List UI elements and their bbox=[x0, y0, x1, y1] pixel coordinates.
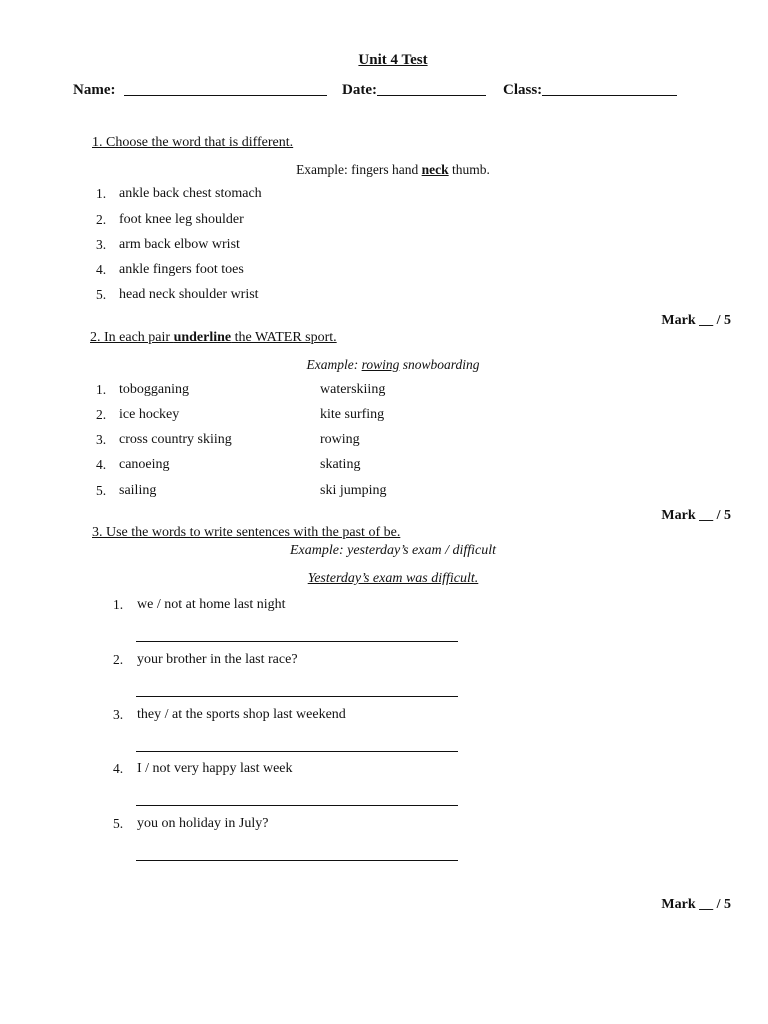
page-title: Unit 4 Test bbox=[358, 52, 428, 68]
pair-right[interactable]: kite surfing bbox=[320, 407, 385, 422]
section1-heading: 1. Choose the word that is different. bbox=[92, 135, 294, 150]
pair-right[interactable]: rowing bbox=[320, 432, 360, 447]
pair-right[interactable]: skating bbox=[320, 457, 361, 472]
section3-example: Example: yesterday’s exam / difficult bbox=[289, 543, 497, 558]
class-field[interactable] bbox=[503, 80, 677, 99]
pair-left[interactable]: ice hockey bbox=[119, 407, 180, 422]
pair-left[interactable]: cross country skiing bbox=[119, 432, 232, 447]
section2-example: Example: rowing snowboarding bbox=[306, 357, 480, 372]
section1-example: Example: fingers hand neck thumb. bbox=[296, 162, 490, 177]
answer-line[interactable] bbox=[136, 751, 458, 752]
answer-line[interactable] bbox=[136, 805, 458, 806]
section2-heading: 2. In each pair underline the WATER sport. bbox=[90, 330, 337, 345]
class-blank[interactable] bbox=[542, 80, 677, 96]
answer-line[interactable] bbox=[136, 641, 458, 642]
pair-left[interactable]: tobogganing bbox=[119, 382, 189, 397]
section3-heading: 3. Use the words to write sentences with the past of be. bbox=[92, 525, 401, 540]
section1-mark: Mark __ / 5 bbox=[661, 313, 731, 328]
answer-line[interactable] bbox=[136, 696, 458, 697]
class-label: Class: bbox=[503, 82, 543, 98]
date-field[interactable] bbox=[342, 80, 486, 99]
section3-mark: Mark __ / 5 bbox=[661, 897, 731, 912]
section3-example-answer: Yesterday’s exam was difficult. bbox=[307, 571, 479, 586]
name-blank[interactable] bbox=[124, 80, 327, 96]
pair-left[interactable]: canoeing bbox=[119, 457, 170, 472]
example-answer: neck bbox=[421, 162, 449, 177]
date-label: Date: bbox=[342, 82, 377, 98]
pair-right[interactable]: ski jumping bbox=[320, 483, 387, 498]
section2-mark: Mark __ / 5 bbox=[661, 508, 731, 523]
name-field[interactable] bbox=[73, 80, 327, 99]
example-answer: rowing bbox=[361, 357, 400, 372]
date-blank[interactable] bbox=[377, 80, 486, 96]
pair-right[interactable]: waterskiing bbox=[320, 382, 386, 397]
answer-line[interactable] bbox=[136, 860, 458, 861]
pair-left[interactable]: sailing bbox=[119, 483, 157, 498]
name-label: Name: bbox=[73, 82, 116, 98]
